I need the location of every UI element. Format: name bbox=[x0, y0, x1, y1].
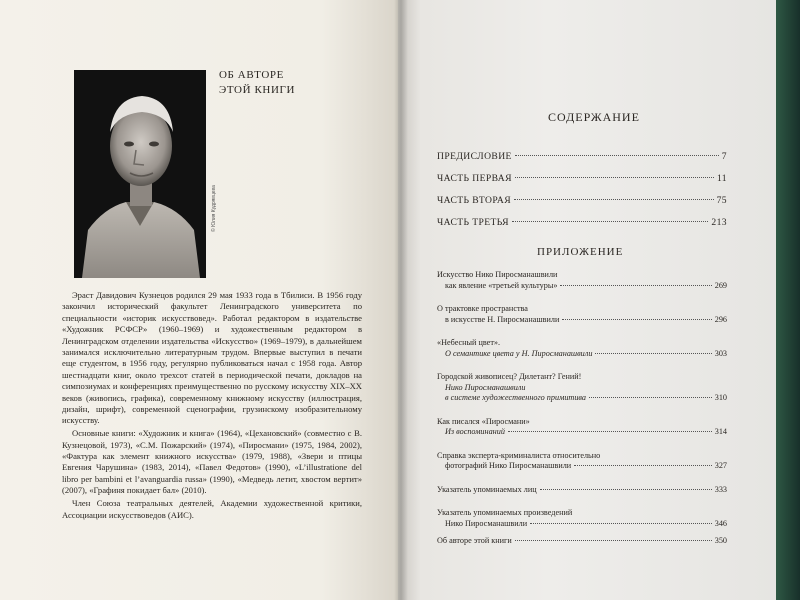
entry-line1: Справка эксперта-криминалиста относительно bbox=[437, 450, 601, 460]
entry-line2: Нико Пиросманашвили bbox=[445, 382, 526, 392]
about-title-line1: ОБ АВТОРЕ bbox=[219, 69, 284, 81]
leader-dots bbox=[512, 221, 708, 222]
toc-entry-page: 213 bbox=[711, 217, 727, 228]
appendix-entry-4[interactable] bbox=[437, 372, 727, 404]
entry-page: 296 bbox=[714, 314, 727, 324]
leader-dots bbox=[589, 397, 712, 398]
leader-dots bbox=[562, 319, 711, 320]
toc-entry-title: ЧАСТЬ ТРЕТЬЯ bbox=[437, 217, 509, 228]
appendix-list bbox=[437, 270, 727, 560]
appendix-entry-5[interactable] bbox=[437, 417, 727, 438]
leader-dots bbox=[595, 353, 711, 354]
entry-line2: О семантике цвета у Н. Пиросманашвили bbox=[445, 348, 593, 358]
entry-page: 346 bbox=[714, 518, 727, 528]
entry-line2: Из воспоминаний bbox=[445, 427, 505, 436]
toc-entry-preface[interactable] bbox=[437, 146, 727, 168]
entry-line2: как явление «третьей культуры» bbox=[445, 280, 558, 290]
index-entry-works[interactable] bbox=[437, 508, 727, 529]
about-author-heading bbox=[219, 68, 309, 98]
toc-entry-title: ЧАСТЬ ПЕРВАЯ bbox=[437, 173, 512, 184]
entry-line1: Городской живописец? Дилетант? Гений! bbox=[437, 372, 582, 381]
contents-title: СОДЕРЖАНИЕ bbox=[548, 110, 640, 124]
leader-dots bbox=[540, 489, 712, 490]
toc-entry-part-1[interactable] bbox=[437, 168, 727, 190]
author-portrait-photo bbox=[74, 70, 206, 278]
entry-page: 314 bbox=[714, 427, 727, 436]
leader-dots bbox=[515, 177, 714, 178]
index-entry-persons[interactable] bbox=[437, 485, 727, 496]
entry-line2: в искусстве Н. Пиросманашвили bbox=[445, 314, 560, 324]
entry-title: Об авторе этой книги bbox=[437, 536, 512, 545]
index-entry-about-author[interactable] bbox=[437, 536, 727, 547]
entry-line1: Искусство Нико Пиросманашвили bbox=[437, 270, 558, 279]
leader-dots bbox=[515, 540, 712, 541]
entry-title: Указатель упоминаемых лиц bbox=[437, 484, 537, 494]
entry-page: 269 bbox=[714, 280, 727, 290]
toc-entry-part-2[interactable] bbox=[437, 190, 727, 212]
toc-entry-title: ЧАСТЬ ВТОРАЯ bbox=[437, 195, 512, 206]
leader-dots bbox=[530, 523, 712, 524]
toc-entry-page: 7 bbox=[721, 151, 727, 162]
entry-line2: фотографий Нико Пиросманашвили bbox=[445, 461, 572, 470]
toc-entry-title: ПРЕДИСЛОВИЕ bbox=[437, 151, 512, 162]
entry-line1: Как писался «Пиросмани» bbox=[437, 416, 530, 426]
appendix-entry-1[interactable] bbox=[437, 270, 727, 291]
bio-paragraph-3: Член Союза театральных деятелей, Академии художественной критики, Ассоциации искусствоведов (АИС). bbox=[62, 498, 362, 520]
entry-page: 350 bbox=[714, 536, 727, 545]
entry-page: 333 bbox=[714, 484, 727, 494]
leader-dots bbox=[514, 199, 714, 200]
bio-paragraph-1: Эраст Давидович Кузнецов родился 29 мая 1933 года в Тбилиси. В 1956 году закончил исторический факультет Ленинградского университета по специальности «историк искусствовед». Работал редактором в издательстве «Художник РСФСР» (1960–1969) и художественным редактором в Ленинградском отделении издательства «Искусство» (1969–1979), в дальнейшем занимался исключительно литературным трудом. Впервые выступил в печати еще студентом, в 1956 году, регулярно публиковаться начал с 1958 года. Автор шестнадцати книг, около трехсот статей в периодической печати, докладов на симпозиумах и конференциях преимущественно по русскому искусству XIX–XX веков (живопись, графика), современному книжному искусству (иллюстрация, дизайн, шрифт), современной сценографии, грузинскому изобразительному искусству. bbox=[62, 290, 362, 426]
entry-line1: Указатель упоминаемых произведений bbox=[437, 508, 573, 517]
toc-entry-part-3[interactable] bbox=[437, 212, 727, 234]
entry-line2: Нико Пиросманашвили bbox=[445, 518, 528, 528]
appendix-title: ПРИЛОЖЕНИЕ bbox=[537, 246, 624, 258]
portrait-image bbox=[74, 70, 206, 278]
entry-line3: в системе художественного примитива bbox=[445, 393, 587, 402]
appendix-entry-2[interactable] bbox=[437, 304, 727, 325]
entry-line1: «Небесный цвет». bbox=[437, 338, 501, 347]
leader-dots bbox=[508, 431, 712, 432]
toc-entry-page: 11 bbox=[716, 173, 727, 184]
about-title-line2: ЭТОЙ КНИГИ bbox=[219, 84, 296, 96]
left-page: © Юлия Кудрявцева ОБ АВТОРЕ ЭТОЙ КНИГИ Эраст Давидович Кузнецов родился 29 мая 1933 года в Тбилиси. В 1956 году закончил исторический факультет Ленинградского университета по специальности «историк искусствовед». Работал редактором в издательстве «Художник РСФСР» (1960–1969) и художественным редактором в Ленинградском отделении издательства «Искусство» (1969–1979), в дальнейшем занимался исключительно литературным трудом. Впервые выступил в печати еще студентом, в 1956 году, регулярно публиковаться начал с 1958 года. Автор шестнадцати книг, около трехсот статей в периодической печати, докладов на симпозиумах и конференциях преимущественно по русскому искусству XIX–XX веков (живопись, графика), современному книжному искусству (иллюстрация, дизайн, шрифт), современной сценографии, грузинскому изобразительному искусству. Основные книги: «Художник и книга» (1964), «Цехановский» (совместно с В. Кузнецовой, 1973), «С.М. Пожарский» (1974), «Пиросмани» (1975, 1984, 2002), «Фактура как элемент книжного искусства» (1979, 1988), «Звери и птицы Евгения Чарушина» (1983, 2014), «Павел Федотов» (1990), «L’illustratione del libro per bambini et l’avanguardia russa» (1990), «Медведь летит, хвостом вертит» (2007), «Графиня покидает бал» (2010). Член Союза театральных деятелей, Академии художественной критики, Ассоциации искусствоведов (АИС). bbox=[0, 0, 402, 600]
book-gutter bbox=[394, 0, 408, 600]
leader-dots bbox=[574, 465, 712, 466]
entry-page: 327 bbox=[714, 461, 727, 470]
entry-page: 303 bbox=[714, 348, 727, 358]
entry-line1: О трактовке пространства bbox=[437, 304, 528, 313]
bio-paragraph-2: Основные книги: «Художник и книга» (1964), «Цехановский» (совместно с В. Кузнецовой, 1973), «С.М. Пожарский» (1974), «Пиросмани» (1975, 1984, 2002), «Фактура как элемент книжного искусства» (1979, 1988), «Звери и птицы Евгения Чарушина» (1983, 2014), «Павел Федотов» (1990), «L’illustratione del libro per bambini et l’avanguardia russa» (1990), «Медведь летит, хвостом вертит» (2007), «Графиня покидает бал» (2010). bbox=[62, 428, 362, 496]
leader-dots bbox=[560, 285, 711, 286]
toc-entry-page: 75 bbox=[716, 195, 727, 206]
appendix-entry-3[interactable] bbox=[437, 338, 727, 359]
entry-page: 310 bbox=[714, 393, 727, 402]
leader-dots bbox=[515, 155, 719, 156]
author-biography bbox=[62, 290, 362, 522]
contents-main-list bbox=[437, 146, 727, 234]
appendix-entry-6[interactable] bbox=[437, 451, 727, 472]
